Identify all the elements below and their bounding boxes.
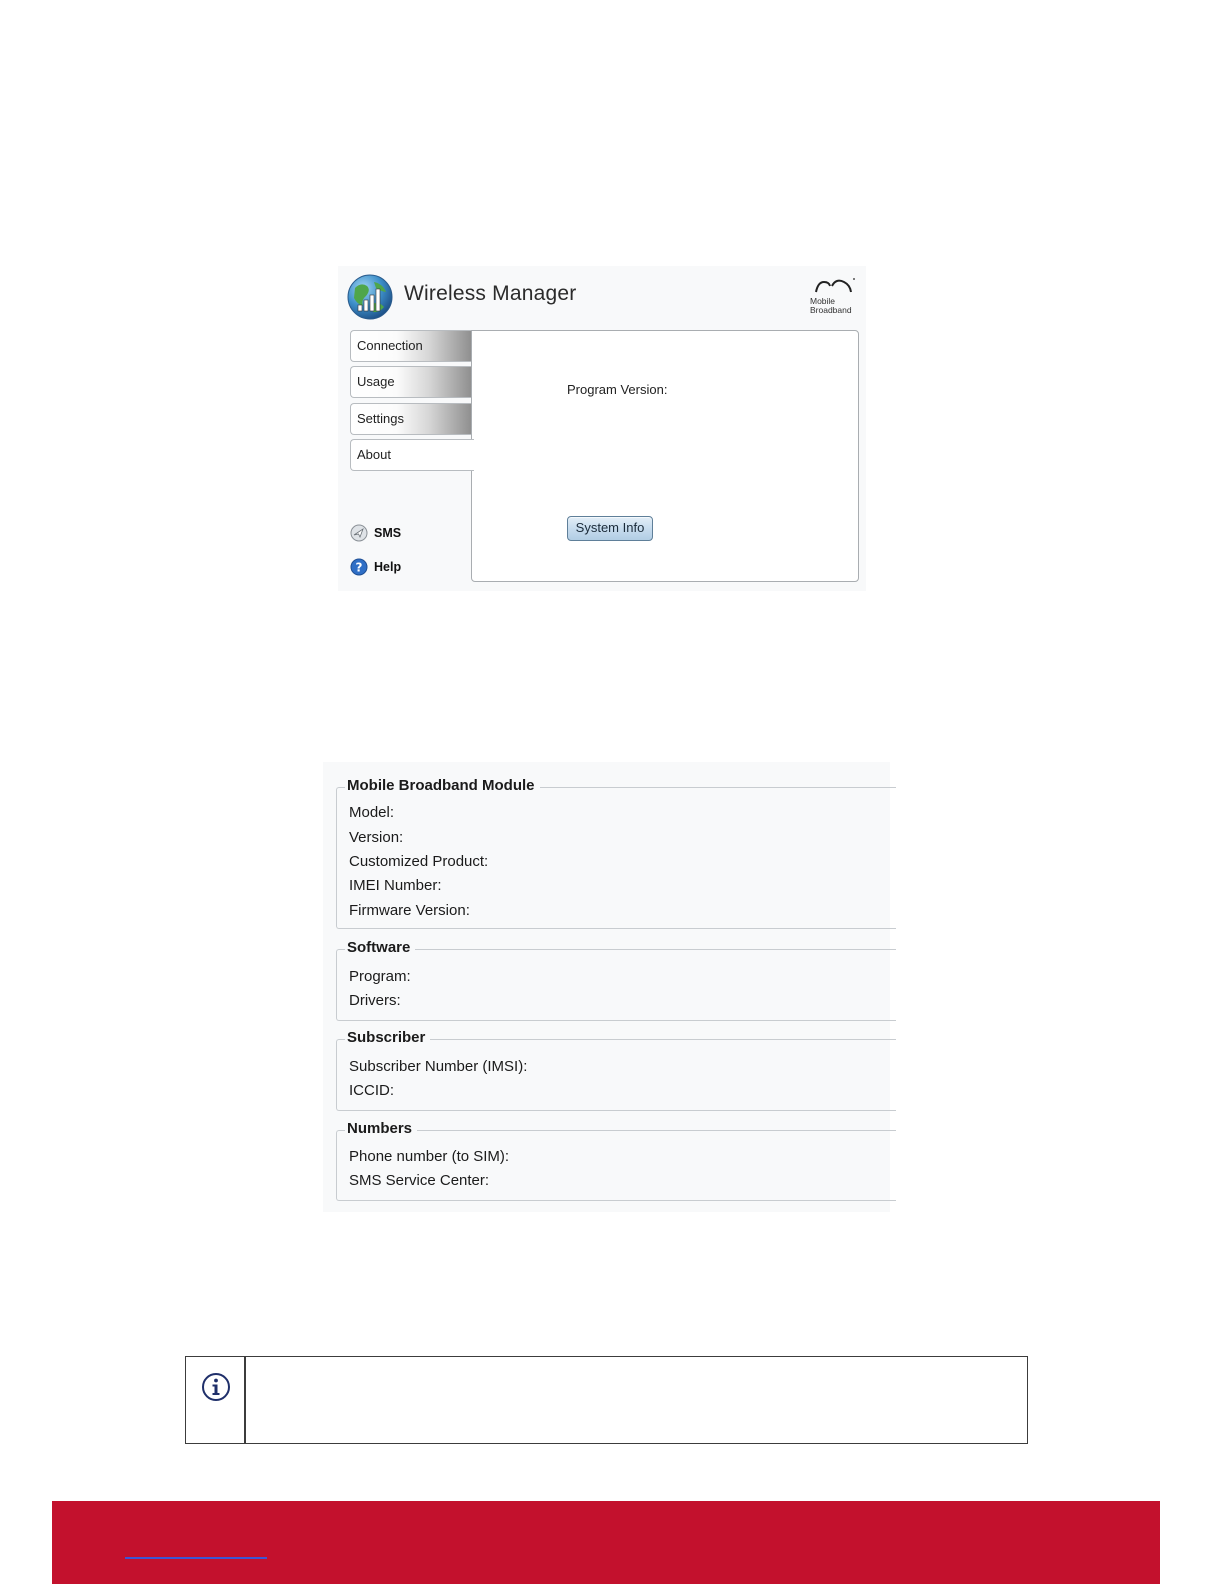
group-software xyxy=(336,939,896,1021)
about-panel xyxy=(471,330,859,582)
help-icon xyxy=(350,558,368,576)
group-mobile-broadband-module xyxy=(336,777,896,929)
app-title: Wireless Manager xyxy=(404,282,577,305)
help-label: Help xyxy=(374,560,402,574)
note-box xyxy=(185,1356,1028,1444)
group-title: Software xyxy=(345,939,415,956)
wireless-manager-window xyxy=(338,266,866,591)
row-sms-service-center: SMS Service Center: xyxy=(349,1172,490,1189)
row-iccid: ICCID: xyxy=(349,1082,394,1099)
row-subscriber-number: Subscriber Number (IMSI): xyxy=(349,1058,528,1075)
page-footer xyxy=(52,1501,1160,1584)
mobile-broadband-logo xyxy=(808,276,864,318)
note-divider xyxy=(244,1357,246,1443)
group-title: Mobile Broadband Module xyxy=(345,777,540,794)
footer-link[interactable] xyxy=(125,1557,267,1559)
group-title: Subscriber xyxy=(345,1029,430,1046)
system-info-panel xyxy=(323,762,890,1212)
group-subscriber xyxy=(336,1029,896,1111)
group-title: Numbers xyxy=(345,1120,417,1137)
row-phone-number: Phone number (to SIM): xyxy=(349,1148,510,1165)
row-imei-number: IMEI Number: xyxy=(349,877,442,894)
sms-icon xyxy=(350,524,368,542)
tab-usage[interactable]: Usage xyxy=(350,366,472,398)
row-drivers: Drivers: xyxy=(349,992,401,1009)
row-customized-product: Customized Product: xyxy=(349,853,489,870)
info-icon xyxy=(201,1372,231,1402)
row-firmware-version: Firmware Version: xyxy=(349,902,470,919)
tab-connection[interactable]: Connection xyxy=(350,330,472,362)
group-numbers xyxy=(336,1120,896,1201)
sms-label: SMS xyxy=(374,526,402,540)
wireless-manager-globe-icon xyxy=(347,274,393,320)
cloud-logo-icon xyxy=(814,276,858,296)
tab-about[interactable]: About xyxy=(350,439,474,471)
tab-settings[interactable]: Settings xyxy=(350,403,472,435)
svg-text:?: ? xyxy=(355,560,363,575)
row-model: Model: xyxy=(349,804,395,821)
brand-line-1: Mobile xyxy=(810,296,836,306)
program-version-label: Program Version: xyxy=(567,382,668,397)
row-version: Version: xyxy=(349,829,404,846)
brand-line-2: Broadband xyxy=(810,305,852,315)
system-info-button[interactable]: System Info xyxy=(567,516,653,541)
row-program: Program: xyxy=(349,968,411,985)
